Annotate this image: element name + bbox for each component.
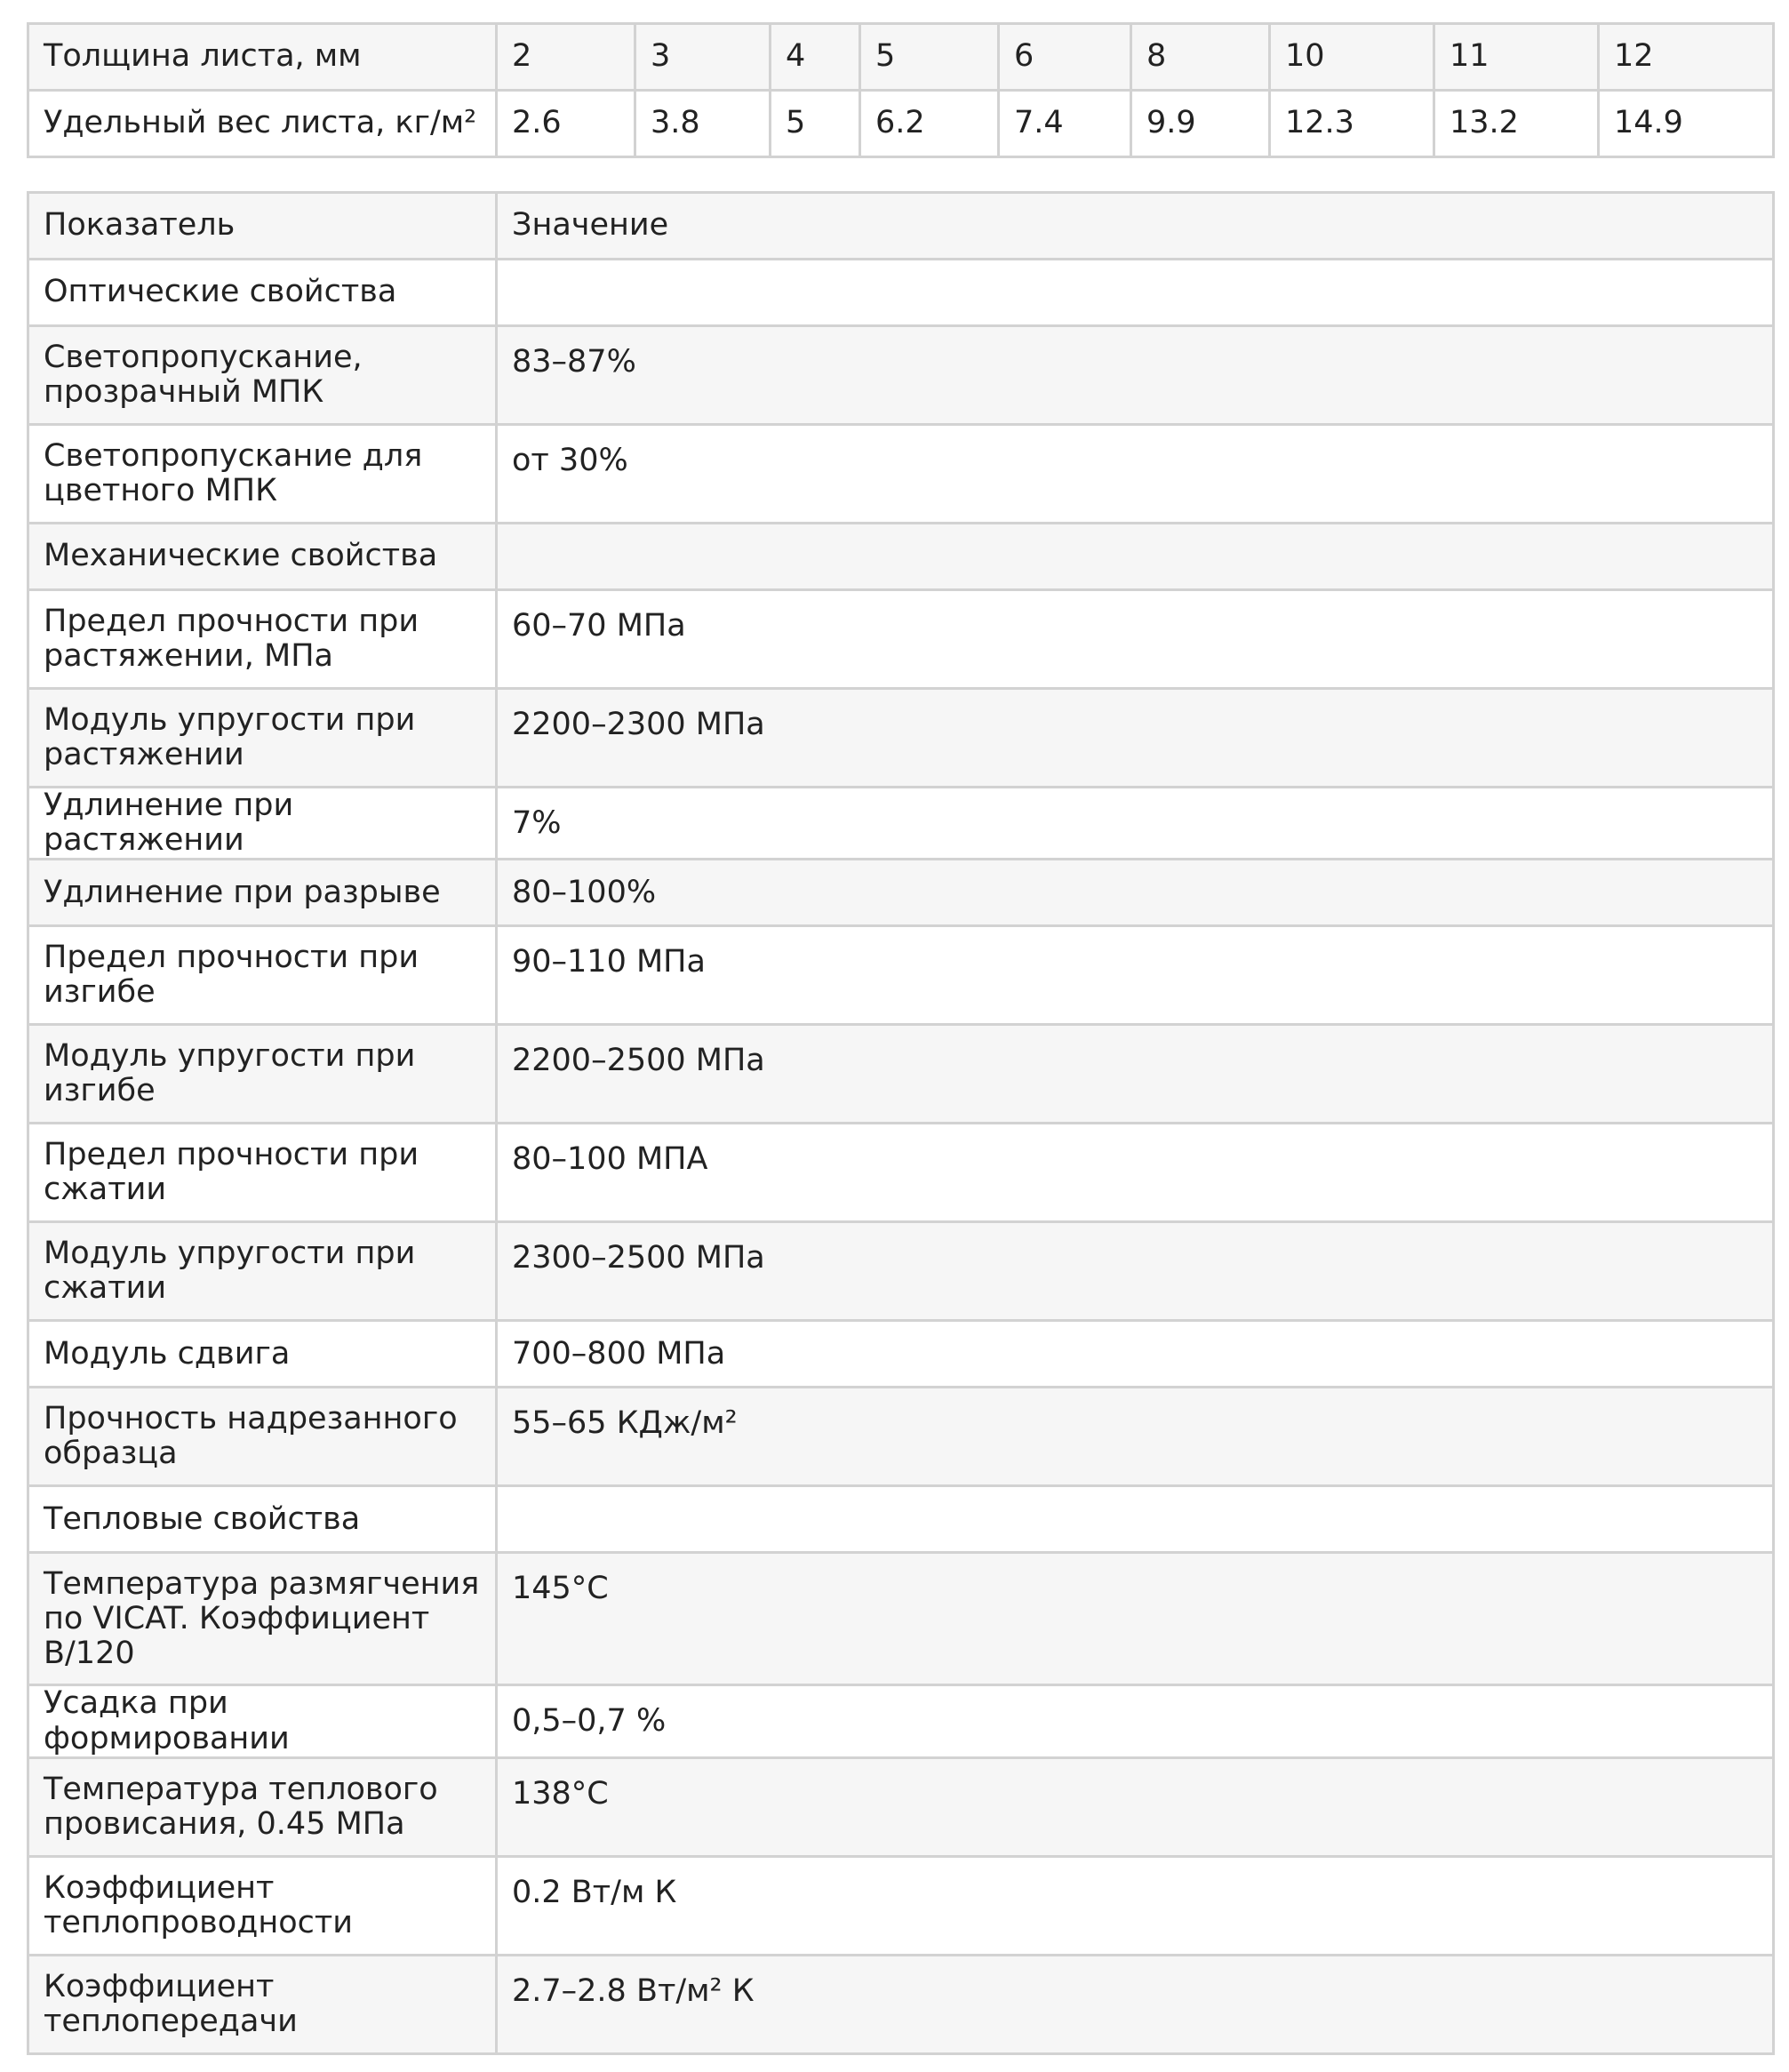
weight-value: 3.8 (635, 91, 771, 157)
thickness-value: 10 (1270, 24, 1434, 91)
property-value: 90–110 МПа (497, 926, 1774, 1025)
table-row (28, 1685, 1774, 1757)
property-value: 83–87% (497, 326, 1774, 425)
property-name: Модуль упругости при растяжении (28, 689, 497, 788)
property-name: Усадка при формировании (28, 1685, 497, 1757)
table-row (28, 1856, 1774, 1955)
property-name: Модуль упругости при сжатии (28, 1222, 497, 1321)
weight-value: 9.9 (1131, 91, 1270, 157)
table-row (28, 1955, 1774, 2053)
property-value: 2300–2500 МПа (497, 1222, 1774, 1321)
property-value: 0,5–0,7 % (497, 1685, 1774, 1757)
property-value: 2200–2500 МПа (497, 1025, 1774, 1124)
property-value: 60–70 МПа (497, 590, 1774, 689)
table-row (28, 590, 1774, 689)
property-value: 7% (497, 788, 1774, 860)
property-value: 700–800 МПа (497, 1321, 1774, 1388)
thickness-value: 8 (1131, 24, 1270, 91)
weight-value: 2.6 (497, 91, 635, 157)
property-value: 2.7–2.8 Вт/м² К (497, 1955, 1774, 2053)
table-row (28, 1553, 1774, 1685)
property-value: 0.2 Вт/м К (497, 1856, 1774, 1955)
thickness-value: 3 (635, 24, 771, 91)
table-row (28, 1388, 1774, 1486)
weight-value: 12.3 (1270, 91, 1434, 157)
section-row (28, 260, 1774, 326)
table-row (28, 788, 1774, 860)
property-value: 55–65 КДж/м² (497, 1388, 1774, 1486)
section-row (28, 524, 1774, 590)
thickness-value: 12 (1599, 24, 1774, 91)
section-row (28, 1486, 1774, 1553)
table-header-row (28, 193, 1774, 260)
property-name: Температура теплового провисания, 0.45 МПа (28, 1757, 497, 1856)
weight-row (28, 91, 1774, 157)
thickness-value: 5 (860, 24, 999, 91)
section-title: Оптические свойства (28, 260, 497, 326)
table-row (28, 689, 1774, 788)
property-name: Светопропускание для цветного МПК (28, 425, 497, 524)
table-row (28, 1321, 1774, 1388)
property-value: 138°С (497, 1757, 1774, 1856)
thickness-value: 6 (999, 24, 1131, 91)
section-title: Тепловые свойства (28, 1486, 497, 1553)
property-name: Предел прочности при изгибе (28, 926, 497, 1025)
section-empty-cell (497, 1486, 1774, 1553)
table-row (28, 1757, 1774, 1856)
table-row (28, 860, 1774, 926)
header-name-cell: Показатель (28, 193, 497, 260)
weight-value: 7.4 (999, 91, 1131, 157)
weight-value: 13.2 (1434, 91, 1599, 157)
table-row (28, 926, 1774, 1025)
section-title: Механические свойства (28, 524, 497, 590)
weight-value: 6.2 (860, 91, 999, 157)
property-value: 80–100 МПА (497, 1124, 1774, 1222)
property-name: Светопропускание, прозрачный МПК (28, 326, 497, 425)
property-name: Предел прочности при сжатии (28, 1124, 497, 1222)
table-row (28, 1222, 1774, 1321)
table-row (28, 1124, 1774, 1222)
property-name: Модуль упругости при изгибе (28, 1025, 497, 1124)
sheet-weight-table (27, 22, 1775, 158)
property-name: Температура размягчения по VICAT. Коэффициент В/120 (28, 1553, 497, 1685)
property-value: 2200–2300 МПа (497, 689, 1774, 788)
section-empty-cell (497, 260, 1774, 326)
property-name: Удлинение при растяжении (28, 788, 497, 860)
weight-label: Удельный вес листа, кг/м² (28, 91, 497, 157)
header-value-cell: Значение (497, 193, 1774, 260)
section-empty-cell (497, 524, 1774, 590)
weight-value: 14.9 (1599, 91, 1774, 157)
thickness-value: 11 (1434, 24, 1599, 91)
thickness-row (28, 24, 1774, 91)
property-name: Коэффициент теплопроводности (28, 1856, 497, 1955)
thickness-value: 2 (497, 24, 635, 91)
thickness-label: Толщина листа, мм (28, 24, 497, 91)
property-value: от 30% (497, 425, 1774, 524)
property-name: Модуль сдвига (28, 1321, 497, 1388)
property-name: Удлинение при разрыве (28, 860, 497, 926)
property-name: Предел прочности при растяжении, МПа (28, 590, 497, 689)
table-row (28, 326, 1774, 425)
property-name: Прочность надрезанного образца (28, 1388, 497, 1486)
properties-table (27, 191, 1775, 2055)
table-row (28, 425, 1774, 524)
property-name: Коэффициент теплопередачи (28, 1955, 497, 2053)
property-value: 80–100% (497, 860, 1774, 926)
weight-value: 5 (771, 91, 860, 157)
table-row (28, 1025, 1774, 1124)
property-value: 145°С (497, 1553, 1774, 1685)
thickness-value: 4 (771, 24, 860, 91)
